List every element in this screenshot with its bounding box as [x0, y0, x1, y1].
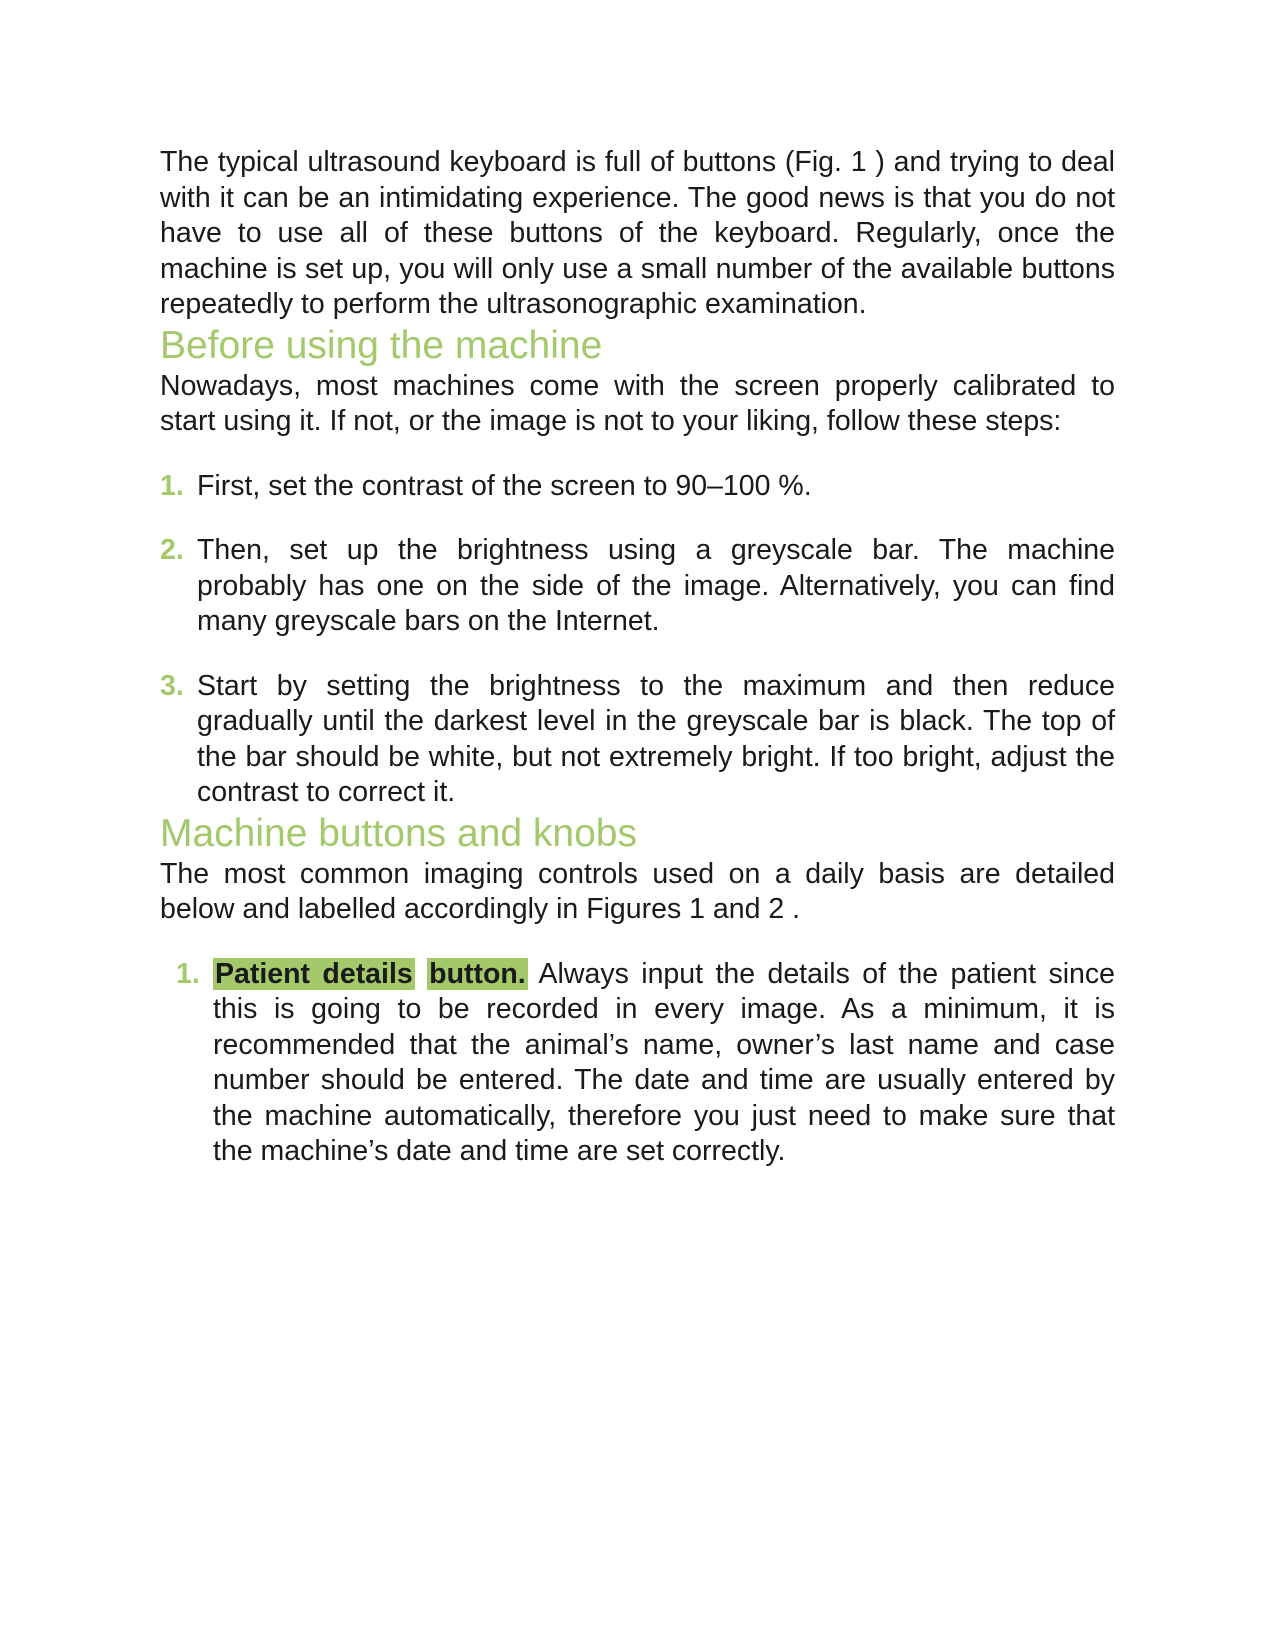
section-heading-buttons-knobs: Machine buttons and knobs	[160, 811, 637, 855]
document-page	[160, 145, 1115, 1170]
list-item	[160, 669, 1115, 811]
list-item	[160, 957, 1115, 1170]
list-item-text: Always input the details of the patient since this is going to be recorded in every image. As a minimum, it is recommended that the animal’s name, owner’s last name and case number should be entered. The date and time are usually entered by the machine automatically, therefore you just need to make sure that the machine’s date and time are set correctly.	[213, 957, 1116, 1167]
list-item	[160, 469, 1115, 505]
list-item-text: Start by setting the brightness to the maximum and then reduce gradually until the darkest level in the greyscale bar is black. The top of the bar should be white, but not extremely bright. If too bright, adjust the contrast to correct it.	[197, 669, 1115, 808]
list-number: 1.	[160, 469, 184, 502]
list-item	[160, 533, 1115, 640]
list-item-text: First, set the contrast of the screen to 90–100 %.	[197, 469, 812, 502]
highlighted-term: button.	[429, 957, 526, 990]
list-number: 2.	[160, 534, 184, 566]
list-number: 3.	[160, 669, 184, 702]
calibration-steps-list	[160, 469, 1115, 811]
controls-list	[160, 957, 1115, 1170]
calibration-paragraph: Nowadays, most machines come with the screen properly calibrated to start using it. If not, or the image is not to your liking, follow these steps:	[160, 369, 1115, 437]
highlighted-term: Patient details	[215, 957, 413, 990]
intro-paragraph: The typical ultrasound keyboard is full of buttons (Fig. 1 ) and trying to deal with it can be an intimidating experience. The good news is that you do not have to use all of these buttons of the keyboard. Regularly, once the machine is set up, you will only use a small number of the available buttons repeatedly to perform the ultrasonographic examination.	[160, 146, 1115, 320]
list-item-text: Then, set up the brightness using a greyscale bar. The machine probably has one on the side of the image. Alternatively, you can find many greyscale bars on the Internet.	[197, 534, 1115, 637]
controls-paragraph: The most common imaging controls used on a daily basis are detailed below and labelled accordingly in Figures 1 and 2 .	[160, 857, 1115, 925]
list-number: 1.	[176, 957, 200, 990]
section-heading-before-using: Before using the machine	[160, 323, 603, 367]
